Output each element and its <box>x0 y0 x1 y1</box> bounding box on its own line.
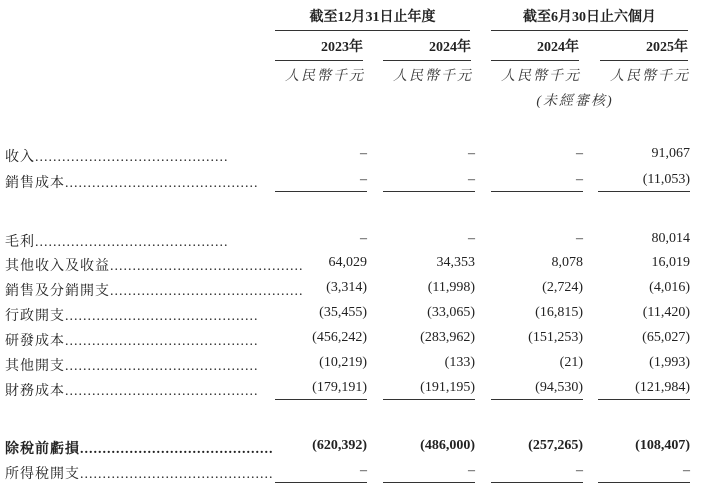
row-label <box>5 172 259 192</box>
row-value: (16,815) <box>535 305 583 320</box>
row-label <box>5 146 255 166</box>
row-label-text: 研發成本 <box>5 334 65 349</box>
row-value: – <box>468 146 475 161</box>
unit-label: 人民幣千元 <box>610 69 690 84</box>
row-label-text: 銷售成本 <box>5 176 65 191</box>
unaudited-note: (未經審核) <box>536 94 614 109</box>
dot-leader: ........................................... <box>65 309 259 324</box>
row-value: – <box>598 463 690 483</box>
table-row <box>0 231 704 251</box>
row-value: 16,019 <box>651 255 690 270</box>
dot-leader: ........................................... <box>80 467 274 482</box>
dot-leader: ........................................... <box>65 359 259 374</box>
dot-leader: ........................................... <box>35 235 229 250</box>
row-value: (11,420) <box>642 305 690 320</box>
unit-label: 人民幣千元 <box>285 69 365 84</box>
row-value: (620,392) <box>312 438 367 453</box>
row-label <box>5 438 274 458</box>
row-label <box>5 330 259 350</box>
table-row <box>0 146 704 166</box>
unit-label: 人民幣千元 <box>393 69 473 84</box>
row-value: – <box>576 146 583 161</box>
row-label-text: 銷售及分銷開支 <box>5 284 110 299</box>
row-value: – <box>360 231 367 246</box>
row-value: – <box>360 146 367 161</box>
table-row <box>0 280 704 300</box>
table-row <box>0 330 704 350</box>
row-value: (2,724) <box>542 280 583 295</box>
row-value: (11,053) <box>598 172 690 192</box>
row-label-text: 其他收入及收益 <box>5 259 110 274</box>
row-value: (3,314) <box>326 280 367 295</box>
row-value: (179,191) <box>275 380 367 400</box>
header-group-half: 截至6月30日止六個月 <box>491 6 688 31</box>
table-row <box>0 355 704 375</box>
row-value: (11,998) <box>427 280 475 295</box>
row-value: (456,242) <box>312 330 367 345</box>
row-value: (191,195) <box>383 380 475 400</box>
row-value: 34,353 <box>436 255 475 270</box>
row-label <box>5 255 304 275</box>
row-label-text: 除稅前虧損 <box>5 442 80 457</box>
row-label <box>5 280 304 300</box>
year-2024: 2024年 <box>383 36 471 61</box>
row-value: 80,014 <box>651 231 690 246</box>
year-2025-h1: 2025年 <box>600 36 688 61</box>
row-value: (4,016) <box>649 280 690 295</box>
row-value: (35,455) <box>319 305 367 320</box>
table-row <box>0 305 704 325</box>
row-label-text: 所得稅開支 <box>5 467 80 482</box>
row-value: – <box>275 172 367 192</box>
row-value: 64,029 <box>328 255 367 270</box>
dot-leader: ........................................... <box>80 442 274 457</box>
row-value: (486,000) <box>420 438 475 453</box>
row-value: (65,027) <box>642 330 690 345</box>
row-value: – <box>576 231 583 246</box>
dot-leader: ........................................... <box>110 284 304 299</box>
row-label-text: 行政開支 <box>5 309 65 324</box>
row-label-text: 財務成本 <box>5 384 65 399</box>
row-value: (108,407) <box>635 438 690 453</box>
row-label <box>5 231 255 251</box>
row-value: – <box>491 172 583 192</box>
row-value: (257,265) <box>528 438 583 453</box>
row-value: – <box>468 231 475 246</box>
row-label <box>5 463 274 483</box>
row-label <box>5 355 259 375</box>
year-2024-h1: 2024年 <box>491 36 579 61</box>
row-value: (151,253) <box>528 330 583 345</box>
dot-leader: ........................................... <box>35 150 229 165</box>
row-value: – <box>491 463 583 483</box>
row-value: (21) <box>559 355 583 370</box>
row-value: – <box>275 463 367 483</box>
row-value: (10,219) <box>319 355 367 370</box>
row-value: (1,993) <box>649 355 690 370</box>
dot-leader: ........................................... <box>110 259 304 274</box>
row-label <box>5 380 259 400</box>
row-label <box>5 305 259 325</box>
row-value: 8,078 <box>551 255 583 270</box>
dot-leader: ........................................... <box>65 384 259 399</box>
year-2023: 2023年 <box>275 36 363 61</box>
table-row <box>0 463 704 483</box>
row-label-text: 毛利 <box>5 235 35 250</box>
table-row <box>0 438 704 458</box>
row-value: (33,065) <box>427 305 475 320</box>
header-group-year: 截至12月31日止年度 <box>275 6 470 31</box>
row-label-text: 其他開支 <box>5 359 65 374</box>
row-value: (94,530) <box>491 380 583 400</box>
dot-leader: ........................................... <box>65 334 259 349</box>
dot-leader: ........................................... <box>65 176 259 191</box>
row-value: (283,962) <box>420 330 475 345</box>
table-row <box>0 380 704 400</box>
table-row <box>0 172 704 192</box>
table-row <box>0 255 704 275</box>
row-value: (121,984) <box>598 380 690 400</box>
row-label-text: 收入 <box>5 150 35 165</box>
row-value: 91,067 <box>651 146 690 161</box>
row-value: (133) <box>444 355 475 370</box>
unit-label: 人民幣千元 <box>501 69 581 84</box>
row-value: – <box>383 463 475 483</box>
row-value: – <box>383 172 475 192</box>
